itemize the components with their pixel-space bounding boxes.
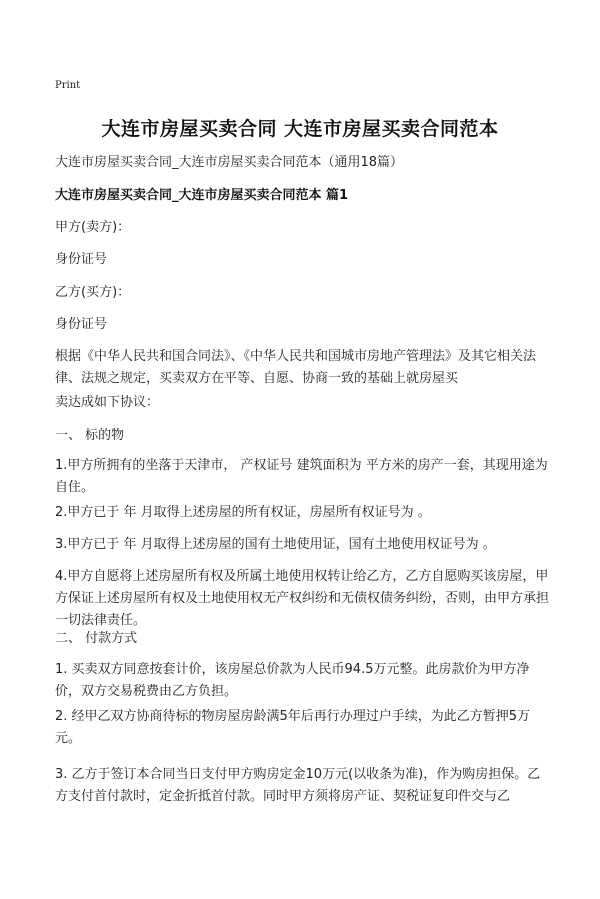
section1-item-4: 4.甲方自愿将上述房屋所有权及所属土地使用权转让给乙方，乙方自愿购买该房屋，甲方保证上述房屋所有权及土地使用权无产权纠纷和无债权债务纠纷，否则，由甲方承担一切法律责任。 [55, 569, 550, 628]
section-heading: 大连市房屋买卖合同_大连市房屋买卖合同范本 篇1 [55, 188, 349, 203]
section1-item-1: 1.甲方所拥有的坐落于天津市， 产权证号 建筑面积为 平方米的房产一套，其现用途为自住。 [55, 458, 548, 495]
section1-item-3: 3.甲方已于 年 月取得上述房屋的国有土地使用证，国有土地使用权证号为 。 [55, 537, 496, 552]
document-subtitle: 大连市房屋买卖合同_大连市房屋买卖合同范本（通用18篇） [55, 155, 404, 170]
buyer-id-field: 身份证号 [55, 317, 108, 332]
section2-item-2: 2. 经甲乙双方协商待标的物房屋房龄满5年后再行办理过户手续，为此乙方暂押5万元。 [55, 709, 531, 746]
section2-heading: 二、 付款方式 [55, 631, 138, 646]
section1-item-2: 2.甲方已于 年 月取得上述房屋的所有权证，房屋所有权证号为 。 [55, 505, 431, 520]
intro-continuation: 卖达成如下协议： [55, 395, 160, 410]
document-title: 大连市房屋买卖合同 大连市房屋买卖合同范本 [101, 118, 499, 140]
seller-field: 甲方(卖方)： [55, 220, 131, 235]
section2-item-3: 3. 乙方于签订本合同当日支付甲方购房定金10万元(以收条为准)，作为购房担保。乙方支付首付款时，定金折抵首付款。同时甲方须将房产证、契税证复印件交与乙 [55, 767, 541, 804]
section2-item-1: 1. 买卖双方同意按套计价，该房屋总价款为人民币94.5万元整。此房款价为甲方净价，双方交易税费由乙方负担。 [55, 662, 530, 699]
seller-id-field: 身份证号 [55, 252, 108, 267]
intro-paragraph: 根据《中华人民共和国合同法》、《中华人民共和国城市房地产管理法》及其它相关法律、法规之规定，买卖双方在平等、自愿、协商一致的基础上就房屋买 [55, 349, 537, 386]
print-label[interactable]: Print [55, 80, 81, 91]
section1-heading: 一、 标的物 [55, 428, 125, 443]
buyer-field: 乙方(买方)： [55, 285, 131, 300]
